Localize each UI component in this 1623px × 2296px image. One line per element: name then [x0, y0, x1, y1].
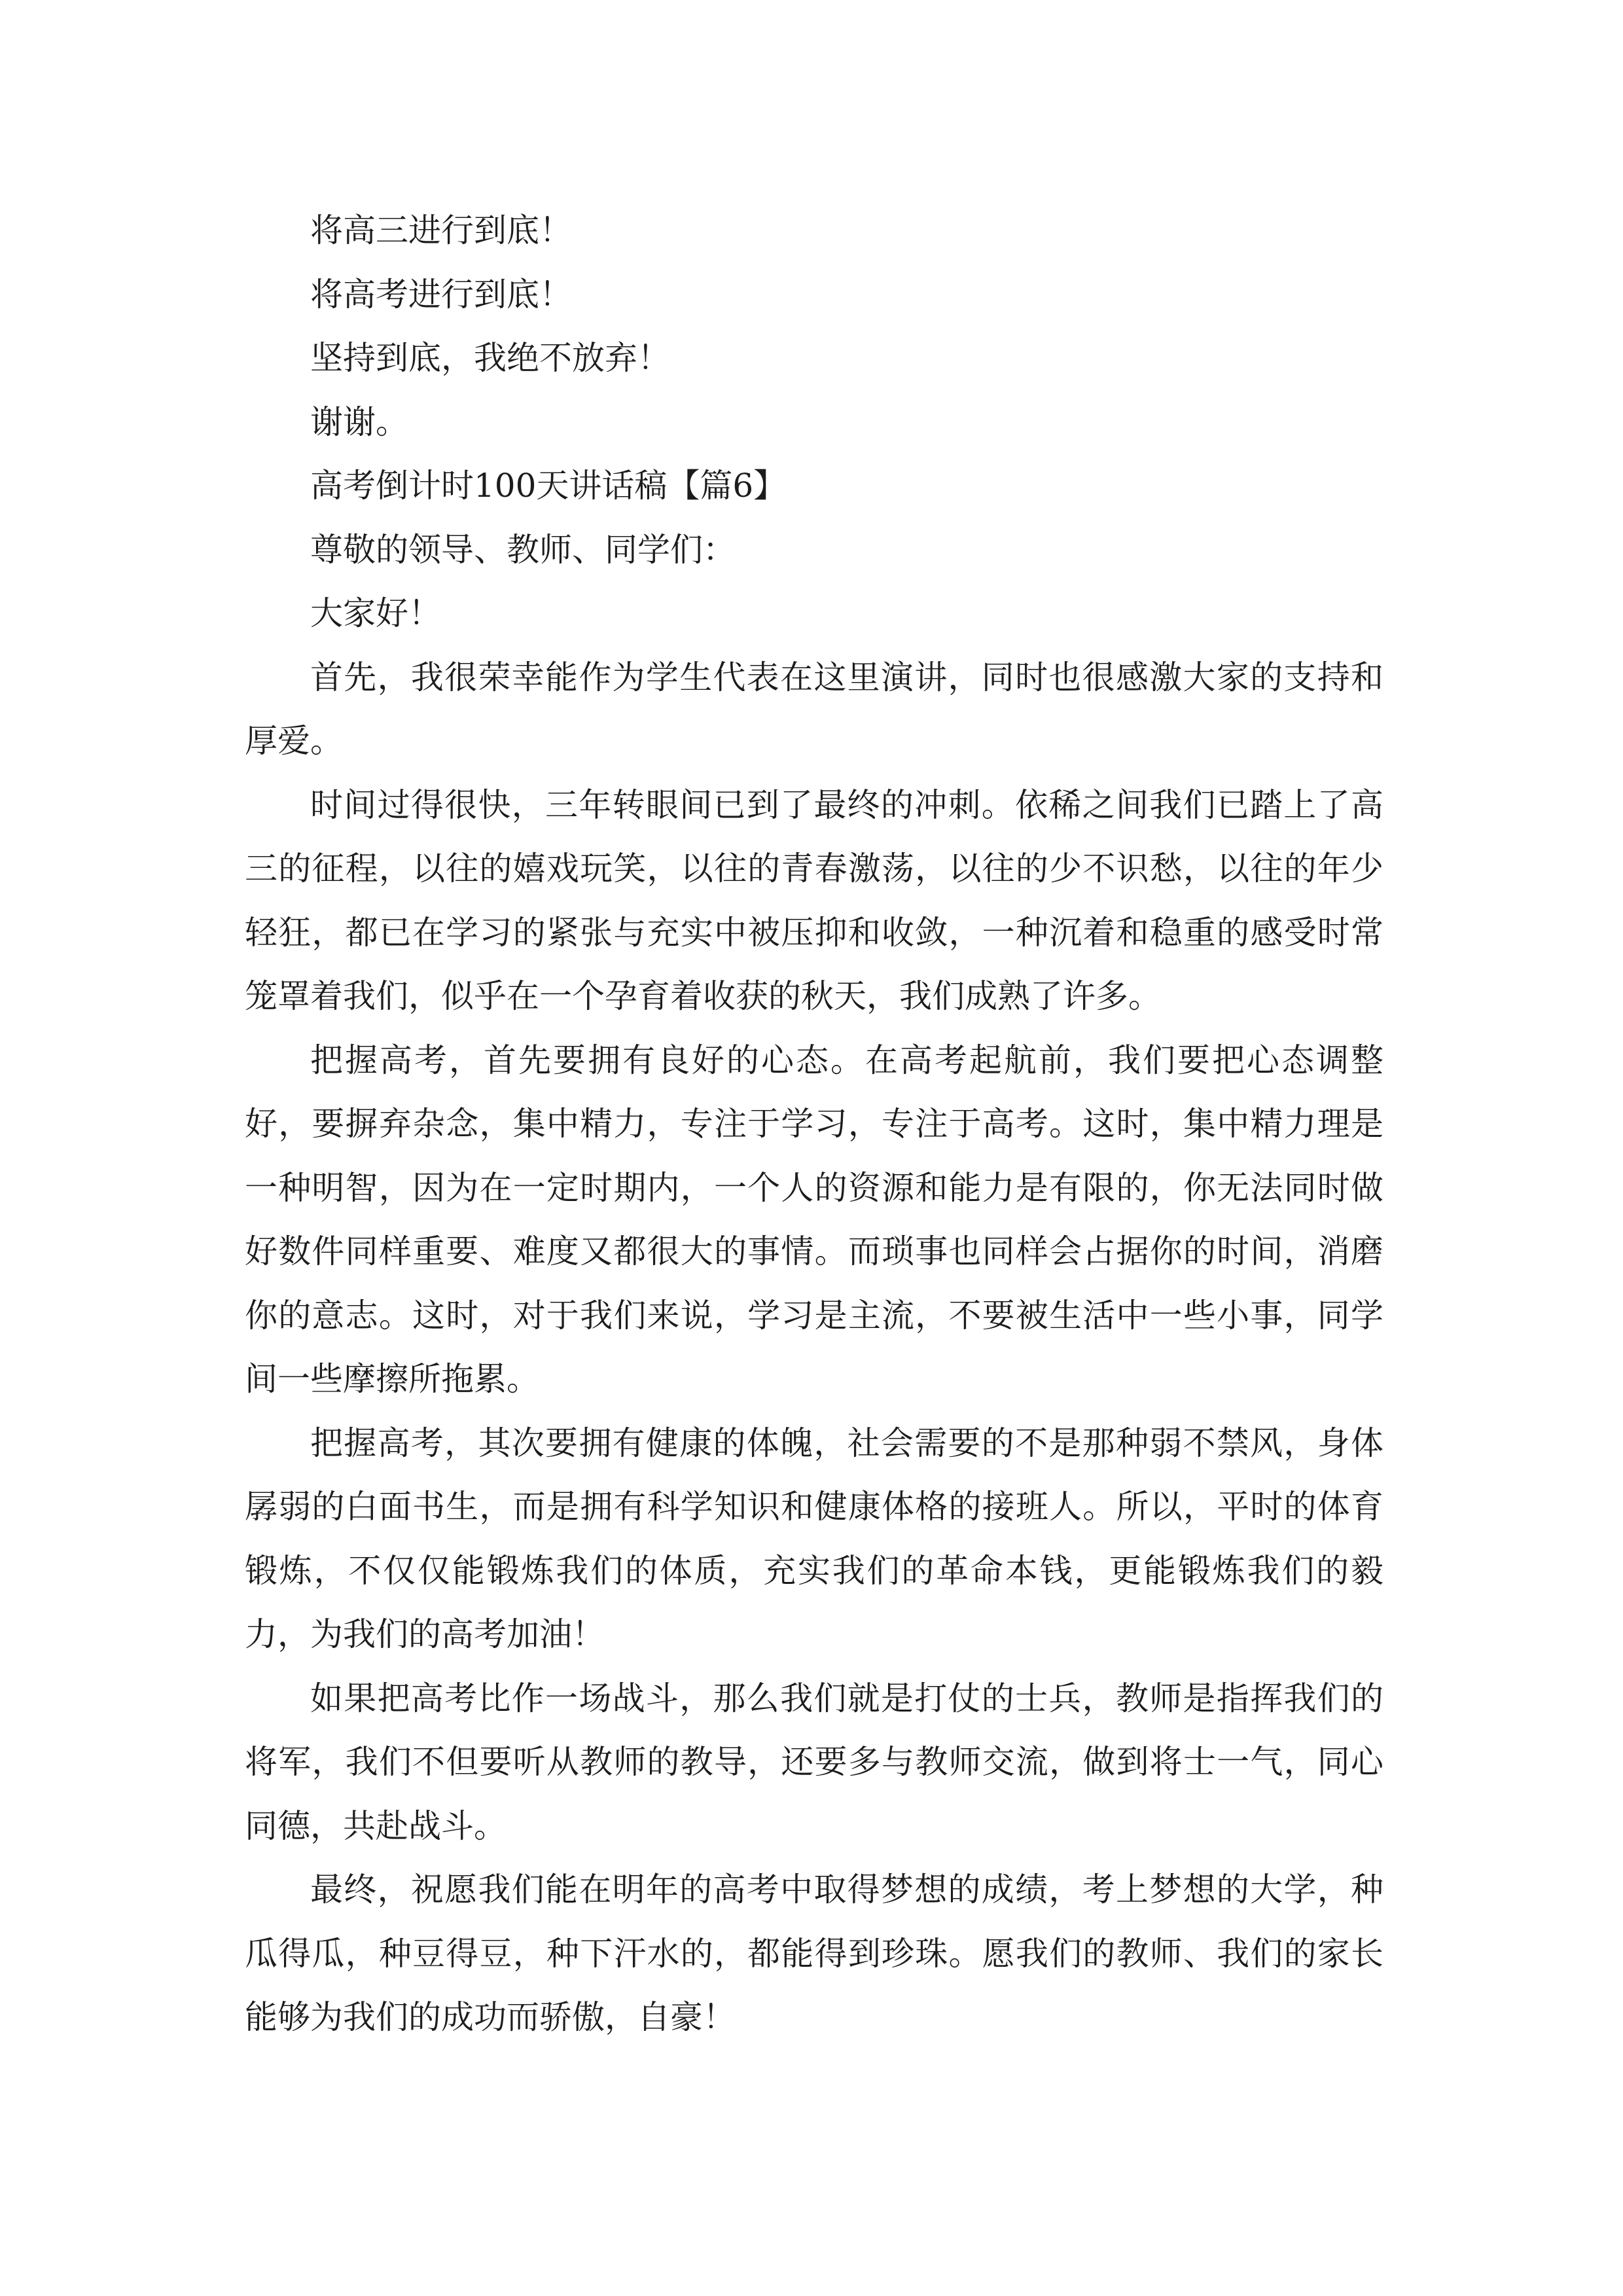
paragraph-11: 把握高考，其次要拥有健康的体魄，社会需要的不是那种弱不禁风，身体孱弱的白面书生，而是拥有科学知识和健康体格的接班人。所以，平时的体育锻炼，不仅仅能锻炼我们的体质，充实我们的革命本钱，更能锻炼我们的毅力，为我们的高考加油！	[245, 1424, 1383, 1653]
paragraph-2: 将高考进行到底！	[310, 275, 572, 314]
document-body	[245, 199, 1383, 2050]
paragraph-3: 坚持到底，我绝不放弃！	[310, 339, 670, 377]
paragraph-13: 最终，祝愿我们能在明年的高考中取得梦想的成绩，考上梦想的大学，种瓜得瓜，种豆得豆，种下汗水的，都能得到珍珠。愿我们的教师、我们的家长能够为我们的成功而骄傲，自豪！	[245, 1871, 1383, 2036]
greeting: 大家好！	[310, 594, 441, 632]
paragraph-8: 首先，我很荣幸能作为学生代表在这里演讲，同时也很感激大家的支持和厚爱。	[245, 658, 1383, 760]
paragraph-9: 时间过得很快，三年转眼间已到了最终的冲刺。依稀之间我们已踏上了高三的征程，以往的嬉戏玩笑，以往的青春激荡，以往的少不识愁，以往的年少轻狂，都已在学习的紧张与充实中被压抑和收敛，一种沉着和稳重的感受时常笼罩着我们，似乎在一个孕育着收获的秋天，我们成熟了许多。	[245, 785, 1383, 1015]
paragraph-10: 把握高考，首先要拥有良好的心态。在高考起航前，我们要把心态调整好，要摒弃杂念，集中精力，专注于学习，专注于高考。这时，集中精力理是一种明智，因为在一定时期内，一个人的资源和能力是有限的，你无法同时做好数件同样重要、难度又都很大的事情。而琐事也同样会占据你的时间，消磨你的意志。这时，对于我们来说，学习是主流，不要被生活中一些小事，同学间一些摩擦所拖累。	[245, 1041, 1383, 1398]
paragraph-12: 如果把高考比作一场战斗，那么我们就是打仗的士兵，教师是指挥我们的将军，我们不但要听从教师的教导，还要多与教师交流，做到将士一气，同心同德，共赴战斗。	[245, 1679, 1383, 1845]
section-heading: 高考倒计时100天讲话稿【篇6】	[310, 467, 787, 505]
paragraph-4: 谢谢。	[310, 403, 408, 441]
salutation: 尊敬的领导、教师、同学们：	[310, 530, 736, 569]
paragraph-1: 将高三进行到底！	[310, 211, 572, 249]
